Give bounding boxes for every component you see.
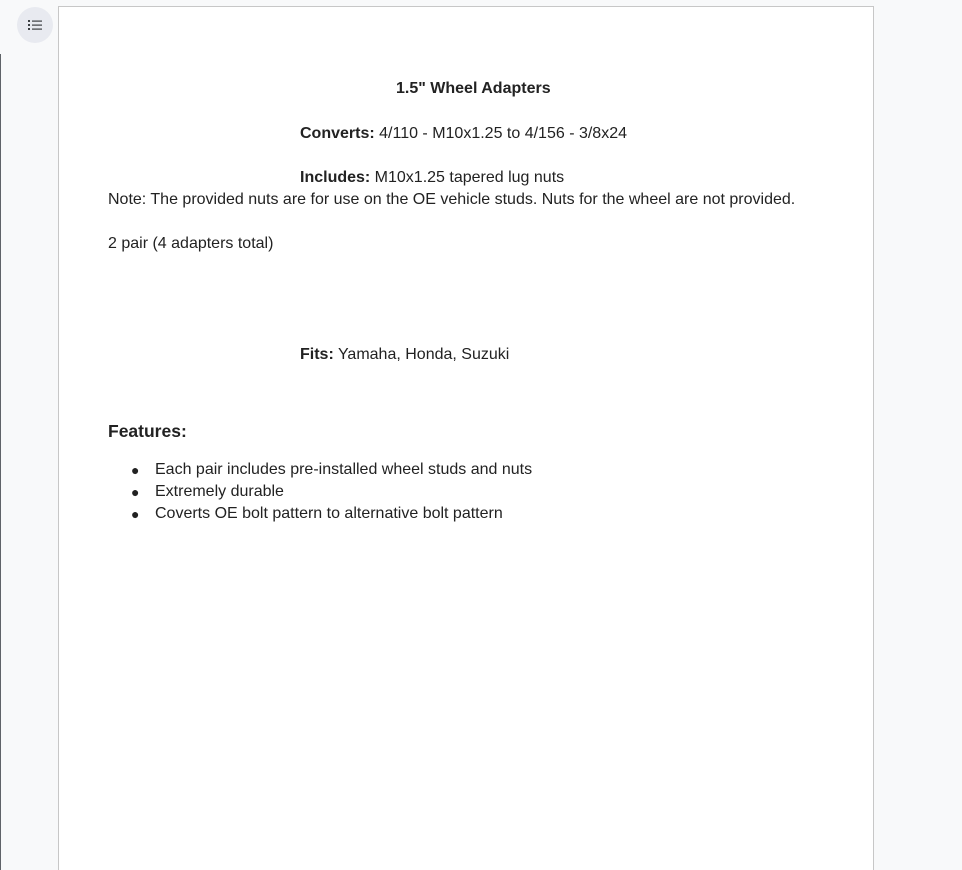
document-title: 1.5" Wheel Adapters xyxy=(396,80,551,97)
list-item xyxy=(131,481,532,503)
list-outline-icon xyxy=(27,17,43,33)
converts-label: Converts: xyxy=(300,125,375,142)
list-item xyxy=(131,503,532,525)
bullet-icon: ● xyxy=(131,462,140,478)
left-edge-divider xyxy=(0,54,1,870)
feature-text: Each pair includes pre-installed wheel studs and nuts xyxy=(155,461,533,478)
includes-value: M10x1.25 tapered lug nuts xyxy=(370,169,565,186)
quantity-line: 2 pair (4 adapters total) xyxy=(108,235,274,252)
fits-label: Fits: xyxy=(300,346,334,363)
features-list xyxy=(131,459,532,525)
list-item xyxy=(131,459,532,481)
fits-line xyxy=(300,344,509,366)
note-line: Note: The provided nuts are for use on the OE vehicle studs. Nuts for the wheel are not provided. xyxy=(108,191,796,208)
includes-line xyxy=(300,167,564,189)
includes-label: Includes: xyxy=(300,169,371,186)
bullet-icon: ● xyxy=(131,484,140,500)
features-heading: Features: xyxy=(108,421,187,441)
document-page[interactable] xyxy=(58,6,874,870)
document-outline-button[interactable] xyxy=(17,7,53,43)
feature-text: Extremely durable xyxy=(155,483,284,500)
converts-line xyxy=(300,123,627,145)
converts-value: 4/110 - M10x1.25 to 4/156 - 3/8x24 xyxy=(374,125,627,142)
bullet-icon: ● xyxy=(131,506,140,522)
feature-text: Coverts OE bolt pattern to alternative bolt pattern xyxy=(155,505,503,522)
fits-value: Yamaha, Honda, Suzuki xyxy=(333,346,510,363)
